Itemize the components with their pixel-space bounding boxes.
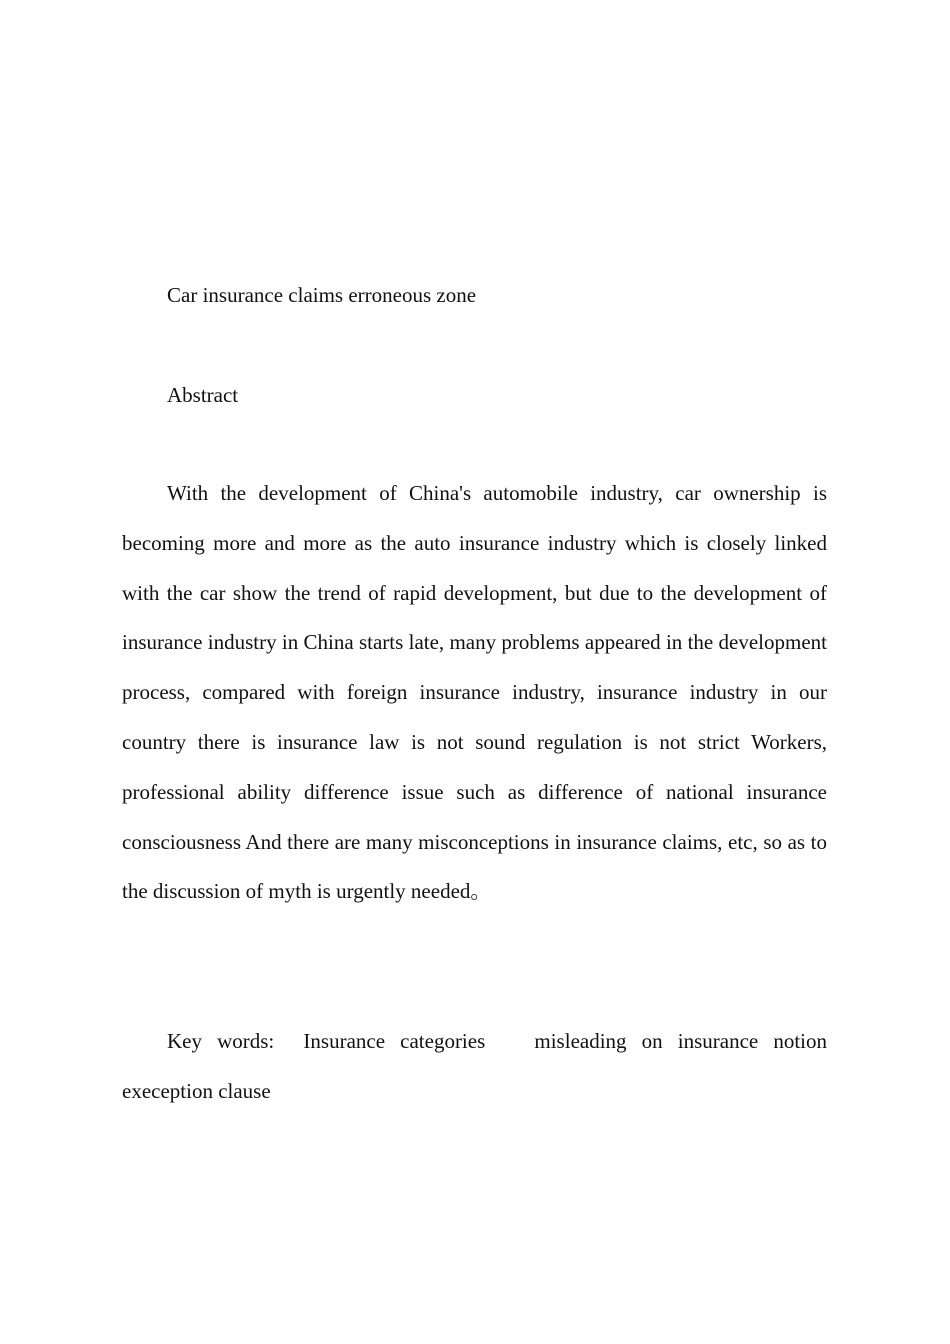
abstract-paragraph: With the development of China's automobile industry, car ownership is becoming more and more as the auto insurance industry which is closely linked with the car show the trend of rapid development, but due to the development of insurance industry in China starts late, many problems appeared in the development process, compared with foreign insurance industry, insurance industry in our country there is insurance law is not sound regulation is not strict Workers, professional ability difference issue such as difference of national insurance consciousness And there are many misconceptions in insurance claims, etc, so as to the discussion of myth is urgently needed。 [122,481,827,904]
keywords-paragraph [122,1017,827,1117]
document-title: Car insurance claims erroneous zone [167,283,477,307]
keyword-item: Insurance categories [303,1029,486,1053]
keyword-item: misleading on insurance notion [534,1029,828,1053]
keyword-item: exeception clause [122,1078,271,1103]
abstract-heading: Abstract [167,383,239,407]
keywords-label: Key words: [167,1029,275,1053]
